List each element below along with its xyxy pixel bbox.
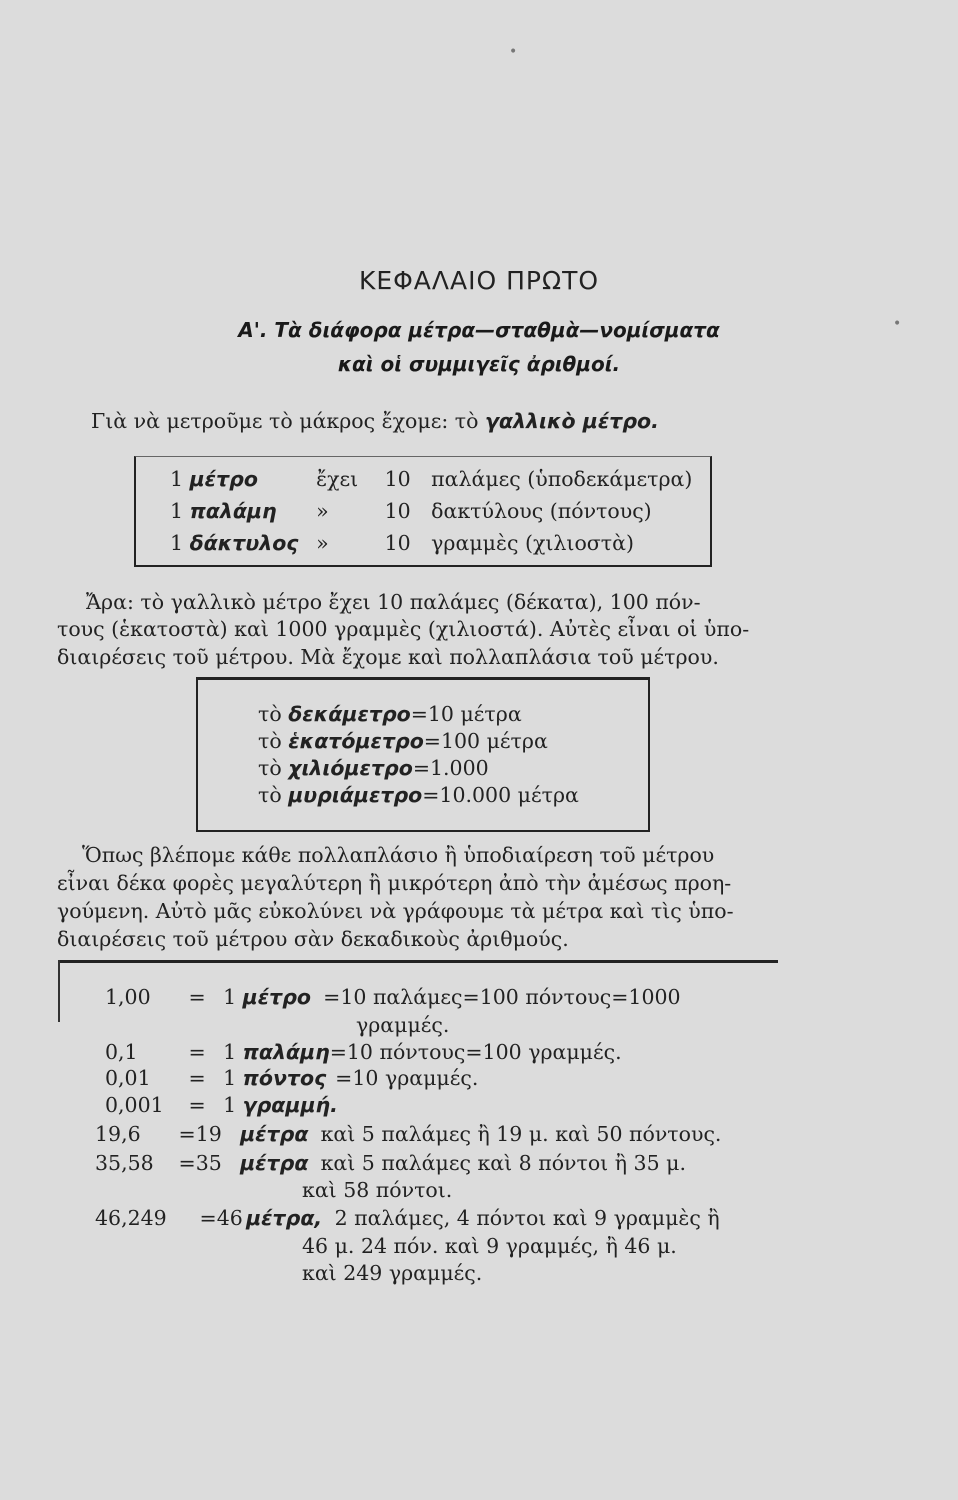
- decimal-row: [105, 1040, 622, 1064]
- row-decimal: 0,01: [105, 1066, 151, 1090]
- row-decimal: 19,6: [95, 1122, 141, 1146]
- row-term: παλάμη: [242, 1040, 330, 1064]
- row-article: τὸ: [258, 783, 282, 807]
- multiples-box: [196, 677, 650, 832]
- multiples-row: [258, 729, 548, 753]
- row-value: =10 μέτρα: [410, 702, 522, 726]
- row-term: μέτρα,: [246, 1206, 323, 1230]
- row-term: μέτρο: [242, 985, 311, 1009]
- row-term: παλάμη: [189, 499, 277, 523]
- intro-term: γαλλικὸ μέτρο.: [484, 409, 659, 433]
- paragraph-line: γούμενη. Αὐτὸ μᾶς εὐκολύνει νὰ γράφουμε τὰ μέτρα καὶ τὶς ὑπο-: [57, 899, 734, 923]
- row-desc: γραμμὲς (χιλιοστὰ): [431, 531, 634, 555]
- row-decimal: 1,00: [105, 985, 151, 1009]
- decimal-row-cont: γραμμές.: [356, 1013, 450, 1037]
- decimal-row-cont: καὶ 58 πόντοι.: [302, 1178, 453, 1202]
- decimal-row-cont: καὶ 249 γραμμές.: [302, 1261, 483, 1285]
- row-num: 1: [223, 985, 237, 1009]
- row-verb: »: [316, 531, 329, 555]
- row-term: πόντος: [242, 1066, 327, 1090]
- row-num: 10: [384, 531, 411, 555]
- row-rest: καὶ 5 παλάμες ἢ 19 μ. καὶ 50 πόντους.: [320, 1122, 722, 1146]
- paragraph-line: Ὅπως βλέπομε κάθε πολλαπλάσιο ἢ ὑποδιαίρεση τοῦ μέτρου: [82, 843, 715, 867]
- row-rest: καὶ 5 παλάμες καὶ 8 πόντοι ἢ 35 μ.: [320, 1151, 686, 1175]
- subdivision-row: [170, 467, 692, 491]
- row-num: 1: [223, 1040, 237, 1064]
- row-rest: =10 γραμμές.: [335, 1066, 479, 1090]
- speck: •: [509, 44, 518, 60]
- decimal-box-left-rule: [58, 960, 60, 1022]
- row-equals: =35: [178, 1151, 222, 1175]
- row-desc: παλάμες (ὑποδεκάμετρα): [431, 467, 693, 491]
- row-rest: =10 παλάμες=100 πόντους=1000: [323, 985, 681, 1009]
- row-lead: 1: [170, 531, 184, 555]
- row-num: 1: [223, 1066, 237, 1090]
- paragraph-line: τους (ἑκατοστὰ) καὶ 1000 γραμμὲς (χιλιοστά). Αὐτὲς εἶναι οἱ ὑπο-: [57, 617, 750, 641]
- paragraph-line: εἶναι δέκα φορὲς μεγαλύτερη ἢ μικρότερη ἀπὸ τὴν ἀμέσως προη-: [57, 871, 732, 895]
- row-verb: »: [316, 499, 329, 523]
- row-rest: =10 πόντους=100 γραμμές.: [329, 1040, 622, 1064]
- row-term: μυριάμετρο: [288, 783, 423, 807]
- row-value: =100 μέτρα: [423, 729, 548, 753]
- row-decimal: 0,001: [105, 1093, 164, 1117]
- speck: •: [893, 316, 902, 332]
- section-subtitle-line2: καὶ οἱ συμμιγεῖς ἀριθμοί.: [337, 352, 621, 376]
- row-article: τὸ: [258, 756, 282, 780]
- row-desc: δακτύλους (πόντους): [431, 499, 652, 523]
- row-article: τὸ: [258, 702, 282, 726]
- row-lead: 1: [170, 499, 184, 523]
- paragraph-line: Ἄρα: τὸ γαλλικὸ μέτρο ἔχει 10 παλάμες (δέκατα), 100 πόν-: [86, 590, 701, 614]
- multiples-row: [258, 783, 579, 807]
- row-num: 10: [384, 467, 411, 491]
- decimal-box-top-rule: [58, 960, 778, 963]
- decimal-row: [95, 1122, 721, 1146]
- multiples-row: [258, 756, 489, 780]
- paragraph-line: διαιρέσεις τοῦ μέτρου σὰν δεκαδικοὺς ἀριθμούς.: [57, 927, 569, 951]
- decimal-row: [105, 1066, 478, 1090]
- decimal-row: [105, 985, 681, 1009]
- row-term: γραμμή.: [242, 1093, 338, 1117]
- row-term: δεκάμετρο: [288, 702, 411, 726]
- row-verb: ἔχει: [316, 467, 359, 491]
- row-decimal: 35,58: [95, 1151, 154, 1175]
- decimal-row-cont: 46 μ. 24 πόν. καὶ 9 γραμμές, ἢ 46 μ.: [302, 1234, 677, 1258]
- row-equals: =: [188, 1066, 206, 1090]
- decimal-row: [95, 1206, 720, 1230]
- row-term: χιλιόμετρο: [288, 756, 413, 780]
- chapter-title: ΚΕΦΑΛΑΙΟ ΠΡΩΤΟ: [358, 266, 600, 295]
- subdivision-row: [170, 499, 652, 523]
- multiples-row: [258, 702, 522, 726]
- paragraph-line: διαιρέσεις τοῦ μέτρου. Μὰ ἔχομε καὶ πολλαπλάσια τοῦ μέτρου.: [57, 645, 719, 669]
- decimal-row: [105, 1093, 338, 1117]
- row-value: =1.000: [412, 756, 489, 780]
- row-term: ἑκατόμετρο: [288, 729, 424, 753]
- row-lead: 1: [170, 467, 184, 491]
- row-num: 1: [223, 1093, 237, 1117]
- row-equals: =: [188, 1093, 206, 1117]
- row-equals: =: [188, 1040, 206, 1064]
- row-decimal: 46,249: [95, 1206, 167, 1230]
- row-equals: =19: [178, 1122, 222, 1146]
- row-term: δάκτυλος: [189, 531, 299, 555]
- row-equals: =: [188, 985, 206, 1009]
- row-num: 10: [384, 499, 411, 523]
- intro-prefix: Γιὰ νὰ μετροῦμε τὸ μάκρος ἔχομε: τὸ: [91, 409, 479, 433]
- section-subtitle-line1: Α'. Τὰ διάφορα μέτρα—σταθμὰ—νομίσματα: [238, 318, 720, 342]
- row-term: μέτρα: [240, 1122, 309, 1146]
- row-term: μέτρα: [240, 1151, 309, 1175]
- row-term: μέτρο: [189, 467, 258, 491]
- row-rest: 2 παλάμες, 4 πόντοι καὶ 9 γραμμὲς ἢ: [334, 1206, 720, 1230]
- row-article: τὸ: [258, 729, 282, 753]
- row-decimal: 0,1: [105, 1040, 138, 1064]
- row-value: =10.000 μέτρα: [422, 783, 579, 807]
- row-equals: =46: [199, 1206, 243, 1230]
- decimal-row: [95, 1151, 686, 1175]
- subdivision-row: [170, 531, 634, 555]
- intro-line: [91, 409, 659, 433]
